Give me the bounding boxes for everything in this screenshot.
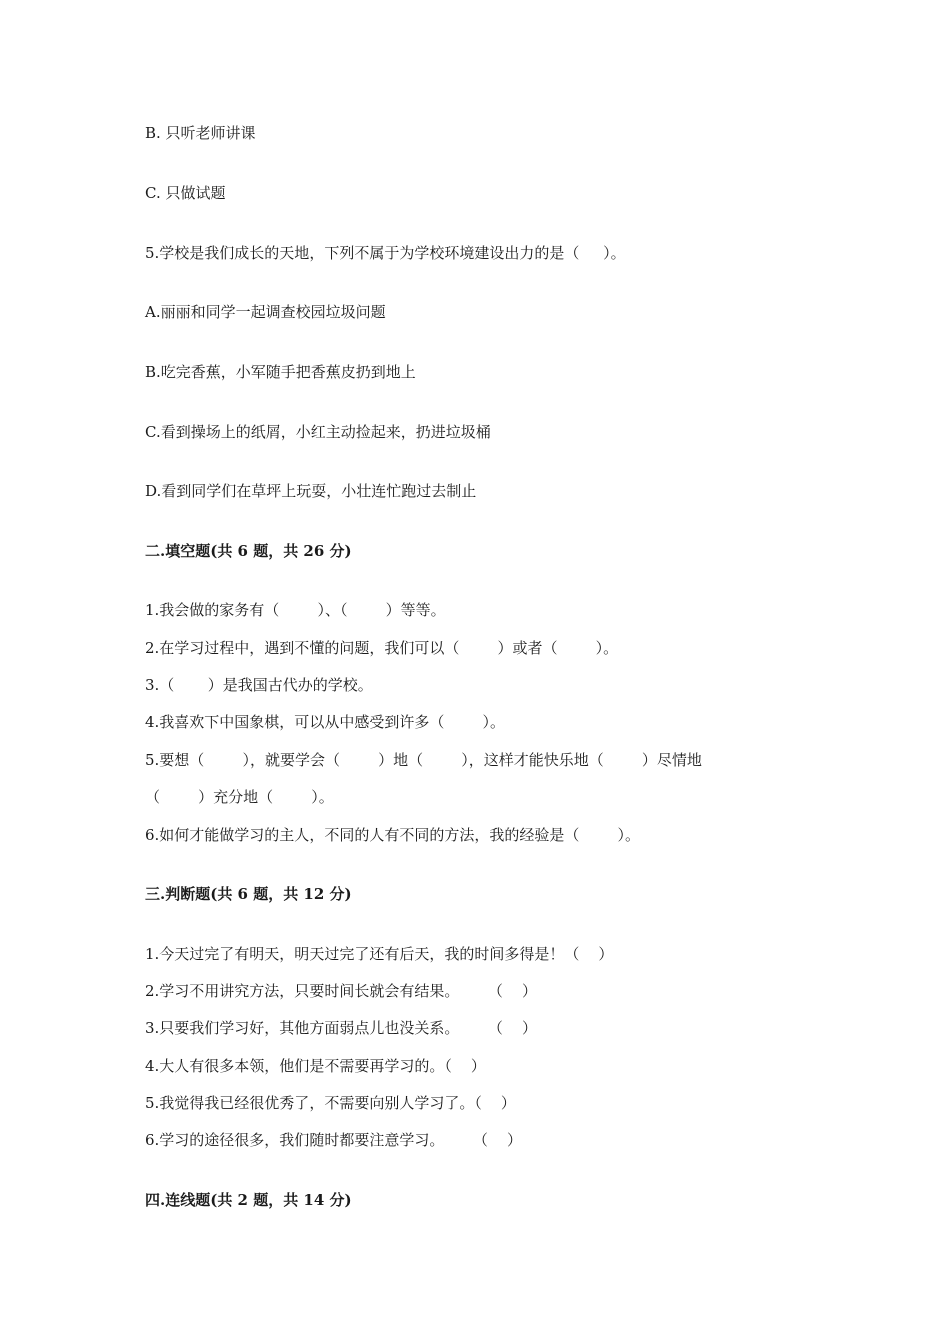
choice-b-prev: B. 只听老师讲课 bbox=[145, 124, 256, 142]
judge-item-5: 5.我觉得我已经很优秀了，不需要向别人学习了。（ ） bbox=[145, 1094, 516, 1112]
fill-item-5-continued: （ ）充分地（ ）。 bbox=[145, 788, 334, 806]
fill-item-5: 5.要想（ ），就要学会（ ）地（ ），这样才能快乐地（ ）尽情地 bbox=[145, 751, 702, 769]
fill-item-3: 3.（ ）是我国古代办的学校。 bbox=[145, 676, 373, 694]
question-5-option-a: A.丽丽和同学一起调查校园垃圾问题 bbox=[145, 303, 386, 321]
fill-item-4: 4.我喜欢下中国象棋，可以从中感受到许多（ ）。 bbox=[145, 713, 505, 731]
judge-item-1: 1.今天过完了有明天，明天过完了还有后天，我的时间多得是！（ ） bbox=[145, 945, 614, 963]
section-3-heading: 三.判断题(共 6 题，共 12 分) bbox=[145, 885, 352, 903]
fill-item-2: 2.在学习过程中，遇到不懂的问题，我们可以（ ）或者（ ）。 bbox=[145, 639, 619, 657]
choice-c-prev: C. 只做试题 bbox=[145, 184, 226, 202]
fill-item-6: 6.如何才能做学习的主人，不同的人有不同的方法，我的经验是（ ）。 bbox=[145, 826, 640, 844]
judge-item-2: 2.学习不用讲究方法，只要时间长就会有结果。 （ ） bbox=[145, 982, 537, 1000]
section-4-heading: 四.连线题(共 2 题，共 14 分) bbox=[145, 1191, 352, 1209]
fill-item-1: 1.我会做的家务有（ ）、（ ）等等。 bbox=[145, 601, 446, 619]
section-2-heading: 二.填空题(共 6 题，共 26 分) bbox=[145, 542, 352, 560]
judge-item-3: 3.只要我们学习好，其他方面弱点儿也没关系。 （ ） bbox=[145, 1019, 537, 1037]
question-5-option-b: B.吃完香蕉，小军随手把香蕉皮扔到地上 bbox=[145, 363, 416, 381]
judge-item-6: 6.学习的途径很多，我们随时都要注意学习。 （ ） bbox=[145, 1131, 522, 1149]
question-5-stem: 5.学校是我们成长的天地，下列不属于为学校环境建设出力的是（ ）。 bbox=[145, 244, 626, 262]
judge-item-4: 4.大人有很多本领，他们是不需要再学习的。（ ） bbox=[145, 1057, 486, 1075]
question-5-option-d: D.看到同学们在草坪上玩耍，小壮连忙跑过去制止 bbox=[145, 482, 477, 500]
question-5-option-c: C.看到操场上的纸屑，小红主动捡起来，扔进垃圾桶 bbox=[145, 423, 491, 441]
